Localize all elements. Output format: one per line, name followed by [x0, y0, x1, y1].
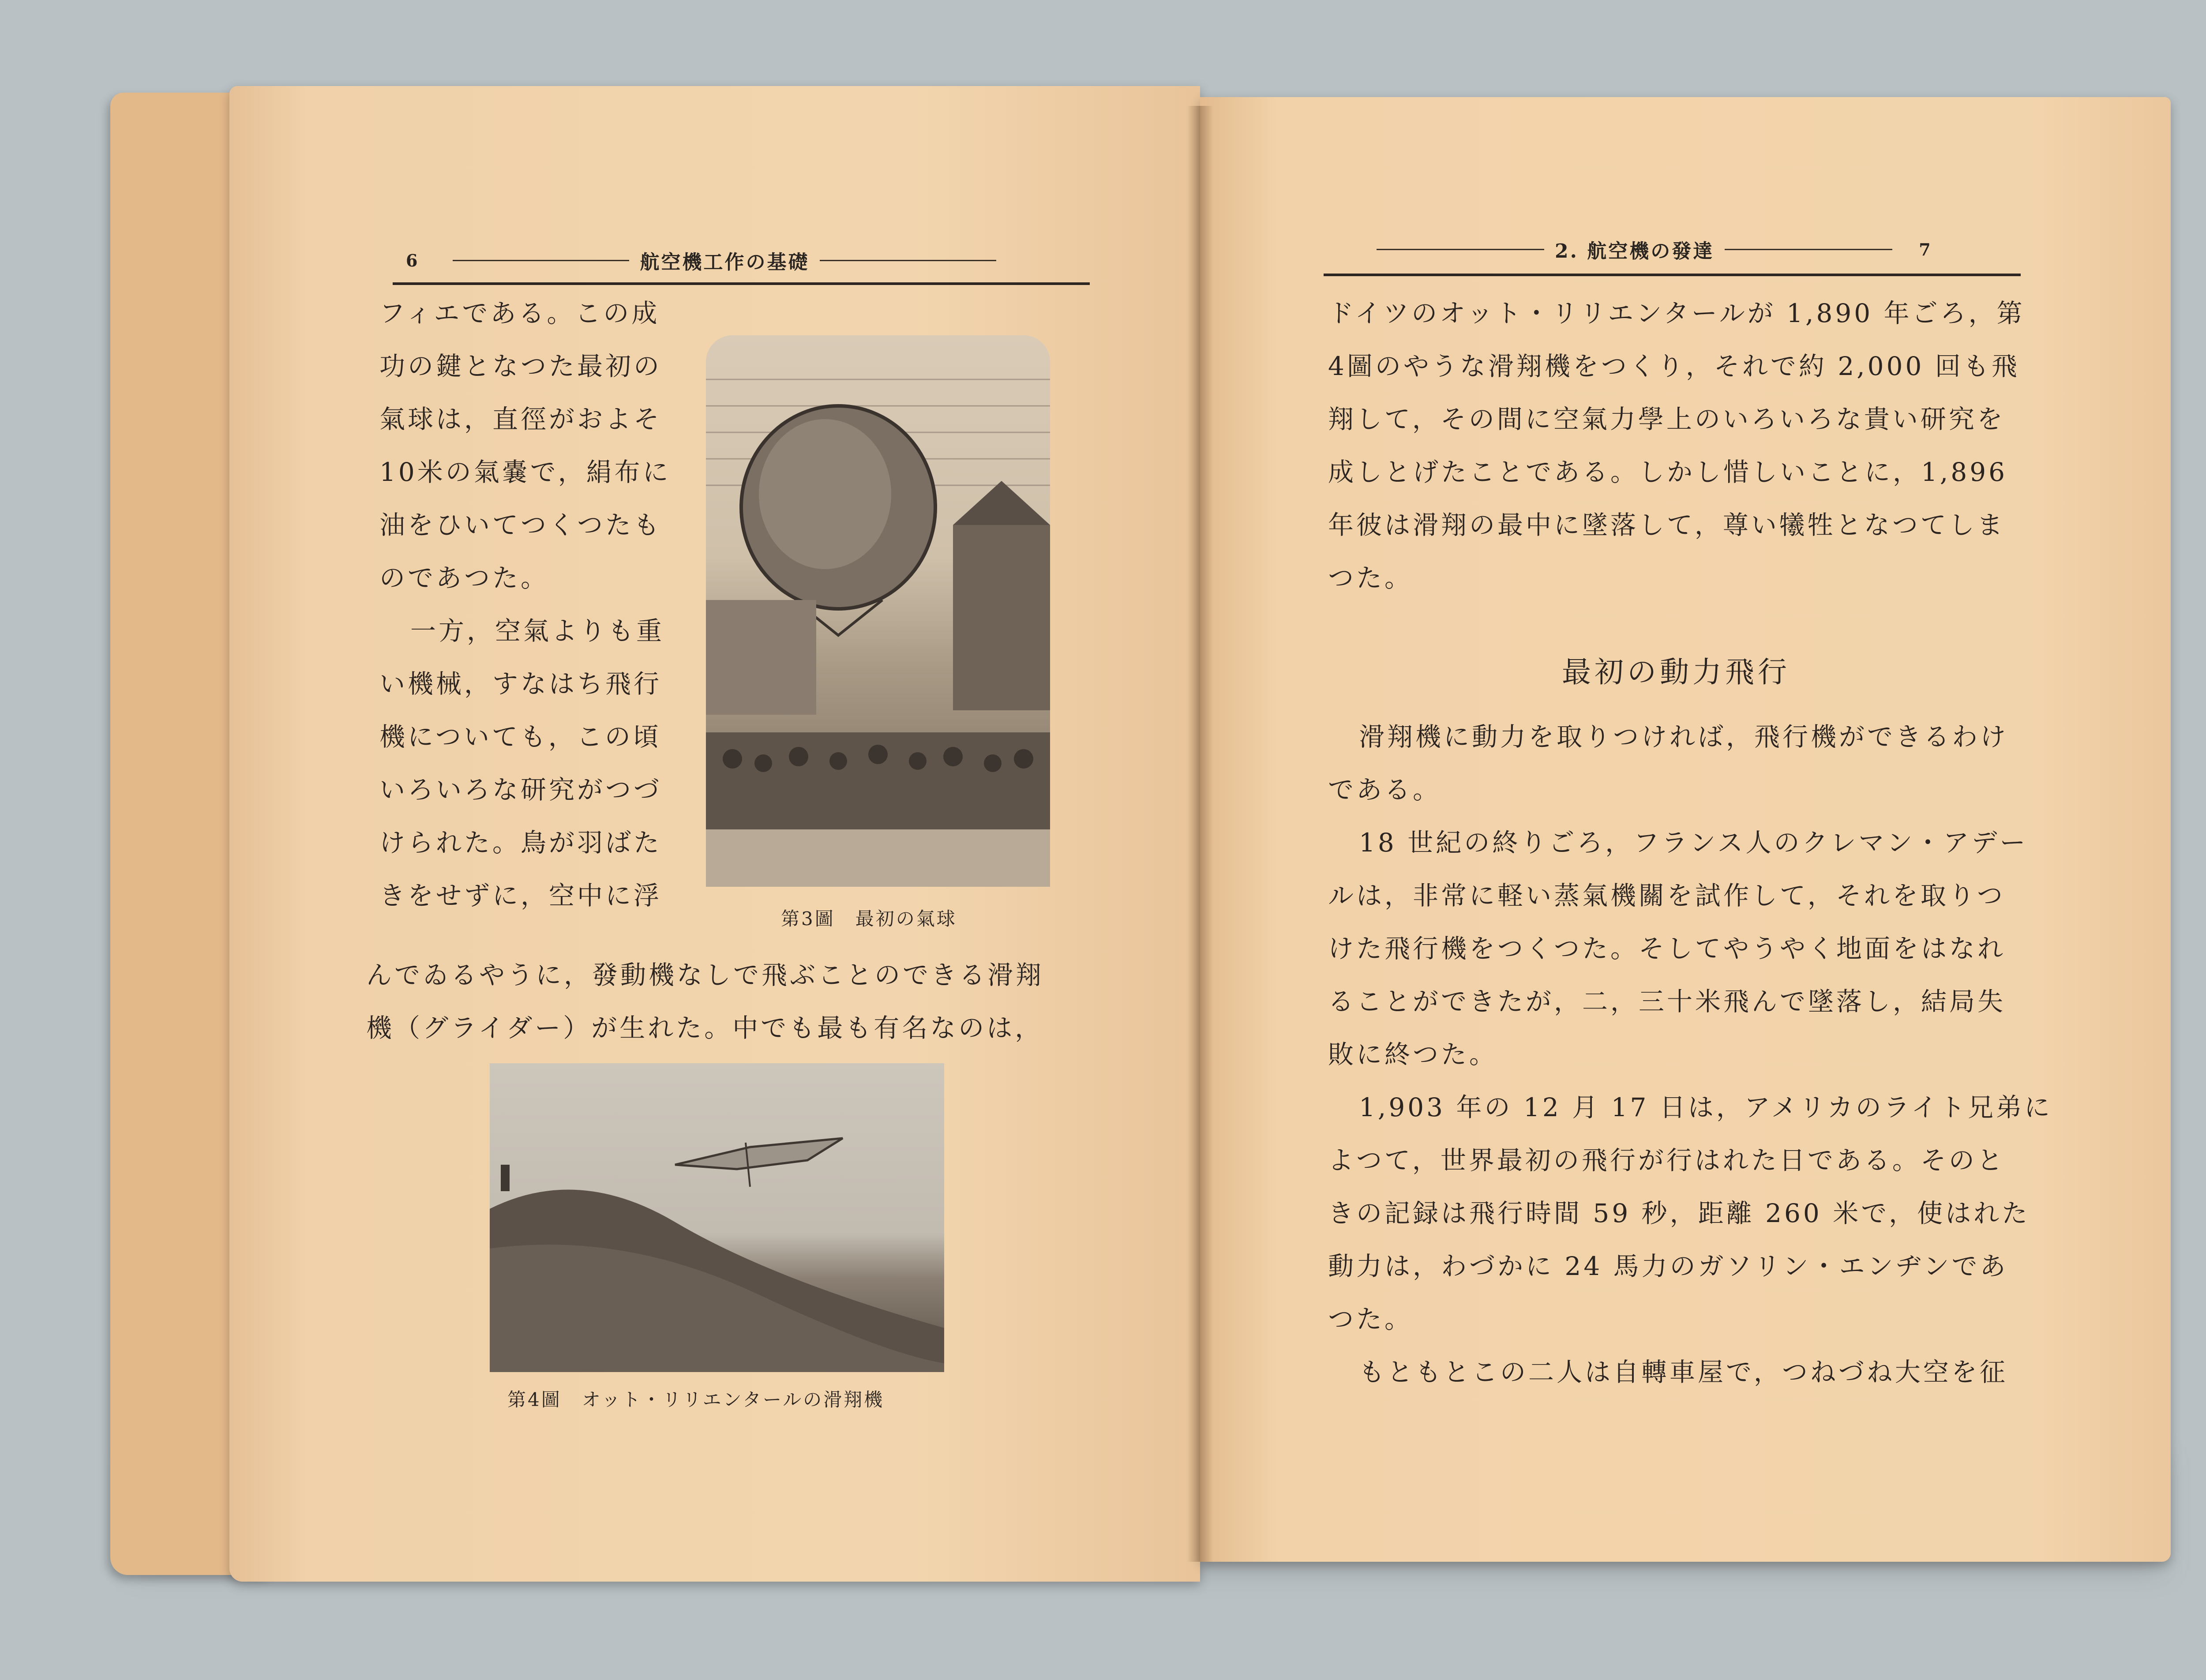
text-line: 1,903 年の 12 月 17 日は，アメリカのライト兄弟に: [1359, 1092, 2053, 1122]
left-page-number: 6: [406, 250, 418, 270]
right-page-number: 7: [1919, 239, 1931, 259]
text-line: けられた。鳥が羽ばた: [379, 828, 662, 858]
text-line: きをせずに，空中に浮: [379, 881, 662, 911]
text-line: 油をひいてつくつたも: [379, 510, 662, 540]
text-line: きの記録は飛行時間 59 秒，距離 260 米で，使はれた: [1328, 1198, 2030, 1228]
text-line: ることができたが，二，三十米飛んで墜落し，結局失: [1328, 986, 2006, 1016]
text-line: つた。: [1328, 1304, 1413, 1334]
book-gutter: [1187, 106, 1213, 1562]
figure-4-glider-image: [490, 1063, 944, 1372]
text-line: 年彼は滑翔の最中に墜落して，尊い犧牲となつてしま: [1328, 510, 2005, 540]
section-heading: 最初の動力飛行: [1562, 655, 1790, 689]
header-rule: [453, 260, 629, 261]
text-line: よつて，世界最初の飛行が行はれた日である。そのと: [1328, 1145, 2005, 1175]
left-narrow-text: [379, 287, 671, 922]
text-line: 氣球は，直徑がおよそ: [379, 404, 662, 434]
text-line: んでゐるやうに，發動機なしで飛ぶことのできる滑翔: [366, 960, 1044, 990]
text-line: 功の鍵となつた最初の: [379, 351, 662, 381]
text-line: 敗に終つた。: [1328, 1039, 1498, 1069]
text-line: である。: [1328, 775, 1441, 805]
text-line: 動力は，わづかに 24 馬力のガソリン・エンヂンであ: [1328, 1251, 2008, 1281]
right-header-underline: [1324, 274, 2021, 276]
figure-3-caption: 第3圖 最初の氣球: [781, 908, 957, 930]
text-line: 一方，空氣よりも重: [410, 616, 665, 646]
figure-4-caption: 第4圖 オット・リリエンタールの滑翔機: [507, 1389, 885, 1410]
text-line: もともとこの二人は自轉車屋で，つねづね大空を征: [1359, 1357, 2008, 1387]
text-line: 翔して，その間に空氣力學上のいろいろな貴い研究を: [1328, 404, 2005, 434]
left-wide-text: [366, 949, 1044, 1054]
text-line: けた飛行機をつくつた。そしてやうやく地面をはなれ: [1328, 934, 2006, 964]
text-line: のであつた。: [379, 563, 549, 593]
text-line: つた。: [1328, 563, 1413, 593]
header-rule: [1725, 249, 1892, 250]
right-para-2: [1328, 710, 2052, 1399]
text-line: 機（グライダー）が生れた。中でも最も有名なのは，: [366, 1013, 1043, 1043]
text-line: 18 世紀の終りごろ，フランス人のクレマン・アデー: [1359, 828, 2028, 858]
right-running-title: 2. 航空機の發達: [1555, 240, 1715, 262]
figure-3-balloon-image: [706, 335, 1050, 887]
text-line: フィエである。この成: [379, 298, 660, 328]
text-line: 10米の氣嚢で，絹布に: [379, 457, 671, 487]
text-line: 滑翔機に動力を取りつければ，飛行機ができるわけ: [1359, 722, 2009, 752]
left-running-title: 航空機工作の基礎: [640, 251, 810, 274]
text-line: いろいろな研究がつづ: [379, 775, 662, 805]
text-line: 4圖のやうな滑翔機をつくり，それで約 2,000 回も飛: [1328, 351, 2020, 381]
left-header-underline: [393, 282, 1090, 285]
header-rule: [1377, 249, 1544, 250]
text-line: 成しとげたことである。しかし惜しいことに，1,896: [1328, 457, 2008, 487]
text-line: 機についても，この頃: [379, 722, 661, 752]
left-running-header: [406, 240, 1288, 280]
right-para-1: [1328, 287, 2025, 604]
right-running-header: [1377, 229, 2038, 269]
text-line: い機械，すなはち飛行: [379, 669, 662, 699]
header-rule: [820, 260, 996, 261]
text-line: ルは，非常に軽い蒸氣機關を試作して，それを取りつ: [1328, 881, 2005, 911]
text-line: ドイツのオット・リリエンタールが 1,890 年ごろ，第: [1328, 298, 2025, 328]
